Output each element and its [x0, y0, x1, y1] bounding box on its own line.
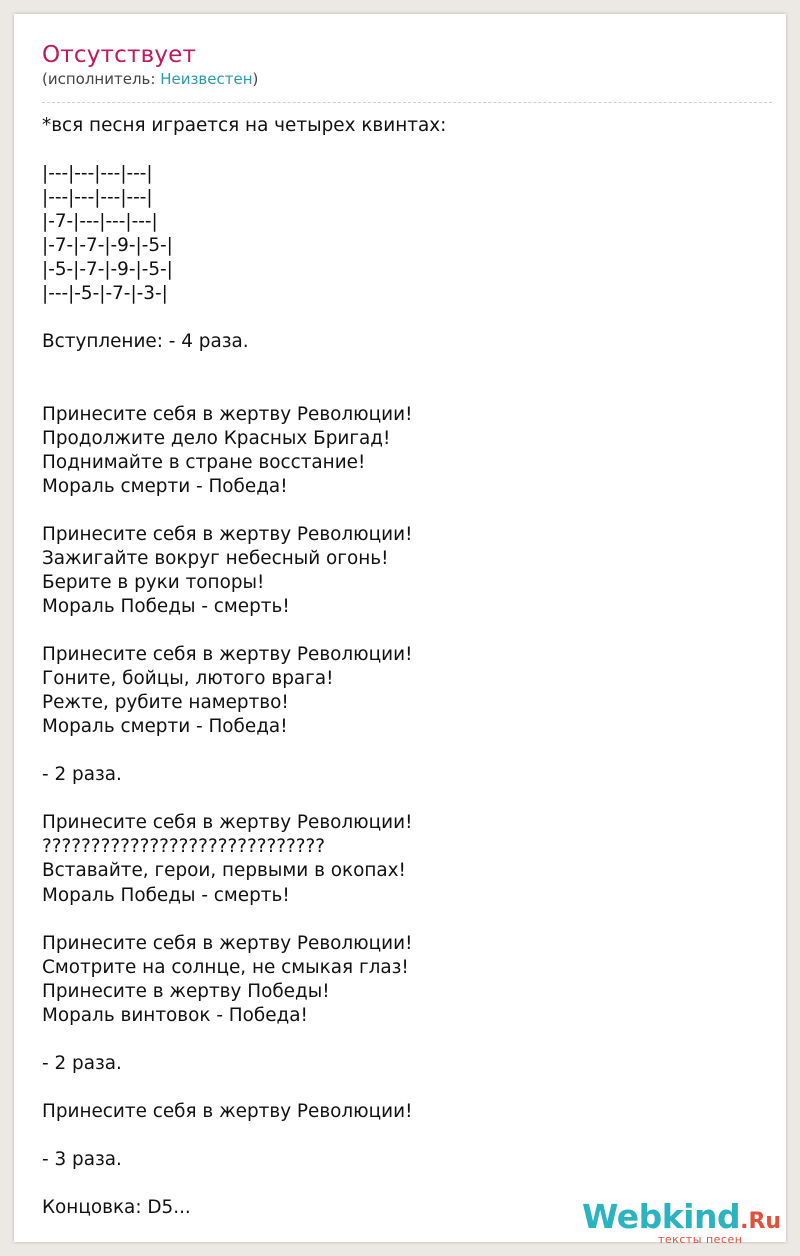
- header-divider: [42, 102, 772, 103]
- song-title: Отсутствует: [42, 42, 197, 68]
- lyrics-text: *вся песня играется на четырех квинтах: |---|---|---|---| |---|---|---|---| |-7-|---|---|---| |-7-|-7-|-9-|-5-| |-5-|-7-|-9-|-5-| |---|-5-|-7-|-3-| Вступление: - 4 раза. Принесите себя в жертву Революции! Продолжите дело Красных Бригад! Поднимайте в стране восстание! Мораль смерти - Победа! Принесите себя в жертву Революции! Зажигайте вокруг небесный огонь! Берите в руки топоры! Мораль Победы - смерть! Принесите себя в жертву Революции! Гоните, бойцы, лютого врага! Режте, рубите намертво! Мораль смерти - Победа! - 2 раза. Принесите себя в жертву Революции! ????????????????????????????? Вставайте, герои, первыми в окопах! Мораль Победы - смерть! Принесите себя в жертву Революции! Смотрите на солнце, не смыкая глаз! Принесите в жертву Победы! Мораль винтовок - Победа! - 2 раза. Принесите себя в жертву Революции! - 3 раза. Концовка: D5...: [42, 115, 447, 1219]
- lyrics-card: [14, 14, 786, 1246]
- artist-line: [42, 70, 258, 88]
- artist-prefix: (исполнитель:: [42, 70, 161, 88]
- webkind-logo[interactable]: [582, 1197, 792, 1245]
- logo-tld: .Ru: [740, 1209, 782, 1234]
- logo-name: Webkind: [582, 1197, 741, 1236]
- artist-link[interactable]: Неизвестен: [160, 70, 253, 88]
- logo-tagline: тексты песен: [658, 1233, 743, 1246]
- artist-suffix: ): [252, 70, 259, 88]
